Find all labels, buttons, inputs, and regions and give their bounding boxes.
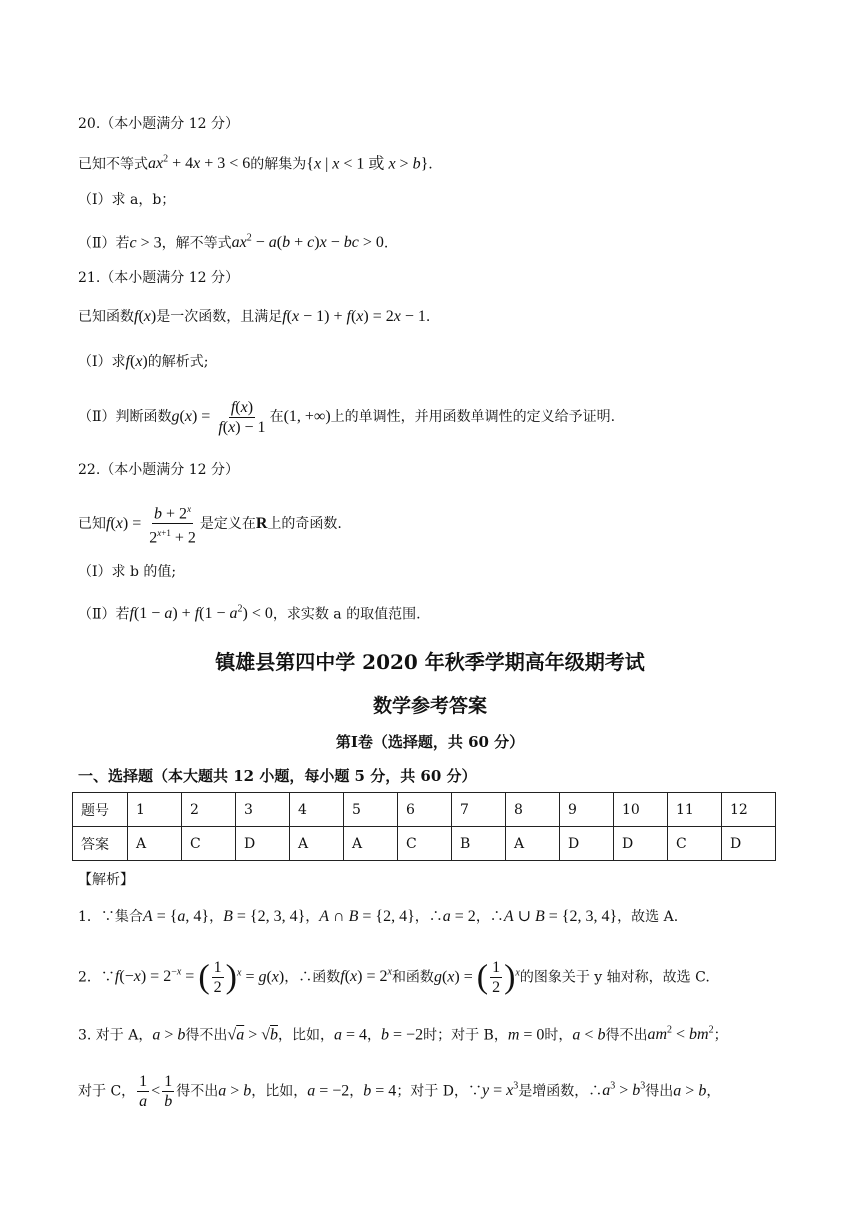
answer-choice: B [452, 827, 506, 861]
explanation-1: 1．∵集合A = {a, 4}，B = {2, 3, 4}，A ∩ B = {2, 4}，∴a = 2，∴A ∪ B = {2, 3, 4}，故选 A. [78, 908, 679, 925]
section-heading: 一、选择题（本大题共 12 小题，每小题 5 分，共 60 分） [78, 767, 477, 785]
fraction: $\frac{b + 2^x}{2^{x+1} + 2}$ [147, 500, 198, 548]
fraction: $\frac{f(x)}{f(x) - 1}$ [218, 398, 266, 436]
q20-title: 20.（本小题满分 12 分） [78, 116, 239, 132]
question-number: 6 [398, 793, 452, 827]
row-header: 答案 [73, 827, 128, 861]
answer-choice: A [344, 827, 398, 861]
answer-choice: A [290, 827, 344, 861]
answer-table [72, 792, 776, 861]
question-number: 5 [344, 793, 398, 827]
analysis-label: 【解析】 [78, 872, 134, 888]
q22-title: 22.（本小题满分 12 分） [78, 462, 239, 478]
fraction: $\frac{1}{b}$ [164, 1072, 173, 1110]
explanation-3: 3. 对于 A，a > b得不出√a > √b，比如，a = 4，b = −2时；对于 B，m = 0时，a < b得不出$am^2 < bm^2$； [78, 1025, 728, 1044]
volume-heading: 第Ⅰ卷（选择题，共 60 分） [335, 733, 525, 751]
answer-choice: C [668, 827, 722, 861]
question-number: 11 [668, 793, 722, 827]
explanation-3-continued: 对于 C， $\frac{1}{a}$ < $\frac{1}{b}$ 得不出a > b，比如，a = −2，b = 4；对于 D，∵y = $x^3$是增函数，$\therefore a^3 > b^3$得出a > b， [78, 1072, 721, 1110]
fraction: $\frac{1}{a}$ [139, 1072, 148, 1110]
answer-choice: C [182, 827, 236, 861]
q21-part2: （Ⅱ）判断函数g(x) = $\frac{f(x)}{f(x) - 1}$ 在(1, +∞)上的单调性，并用函数单调性的定义给予证明. [78, 398, 616, 436]
answer-choice: A [128, 827, 182, 861]
q21-title: 21.（本小题满分 12 分） [78, 270, 239, 286]
fraction: $\frac{1}{2}$ [213, 958, 222, 996]
row-header: 题号 [73, 793, 128, 827]
q22-part1: （Ⅰ）求 b 的值; [78, 564, 177, 580]
question-number: 10 [614, 793, 668, 827]
answer-choice: D [614, 827, 668, 861]
question-number: 2 [182, 793, 236, 827]
answer-choice: A [506, 827, 560, 861]
question-number: 7 [452, 793, 506, 827]
table-row [73, 793, 776, 827]
fraction: $\frac{1}{2}$ [492, 958, 501, 996]
question-number: 1 [128, 793, 182, 827]
question-number: 3 [236, 793, 290, 827]
question-number: 12 [722, 793, 776, 827]
answer-key-subtitle: 数学参考答案 [372, 695, 487, 717]
q20-condition: 已知不等式$ax^2 + 4x + 3 < 6$的解集为{x | x < 1 或 x > b}. [78, 154, 433, 173]
answer-choice: D [560, 827, 614, 861]
q21-condition: 已知函数f(x)是一次函数，且满足f(x − 1) + f(x) = 2x − 1. [78, 308, 431, 325]
explanation-2: 2．∵f(−x) = $2^{-x}$ = ( $\frac{1}{2}$ )$^x$ = g(x)，∴函数$f(x) = 2^x$和函数g(x) = ( $\frac{1}{2}$ )$^x$的图象关于 y 轴对称，故选 C. [78, 958, 710, 996]
q21-part1: （Ⅰ）求f(x)的解析式; [78, 353, 209, 370]
question-number: 4 [290, 793, 344, 827]
q20-part1: （Ⅰ）求 a，b； [78, 192, 176, 208]
answer-choice: D [722, 827, 776, 861]
question-number: 9 [560, 793, 614, 827]
q20-part2: （Ⅱ）若c > 3，解不等式$ax^2 - a(b + c)x$ − bc > 0. [78, 233, 389, 252]
answer-choice: C [398, 827, 452, 861]
table-row [73, 827, 776, 861]
answer-key-title: 镇雄县第四中学 2020 年秋季学期高年级期考试 [215, 650, 645, 674]
q22-part2: （Ⅱ）若$f(1 - a) + f(1 - a^2) < 0$，求实数 a 的取值范围. [78, 604, 421, 623]
answer-choice: D [236, 827, 290, 861]
question-number: 8 [506, 793, 560, 827]
q22-condition: 已知f(x) = $\frac{b + 2^x}{2^{x+1} + 2}$ 是定义在R上的奇函数. [78, 500, 800, 548]
